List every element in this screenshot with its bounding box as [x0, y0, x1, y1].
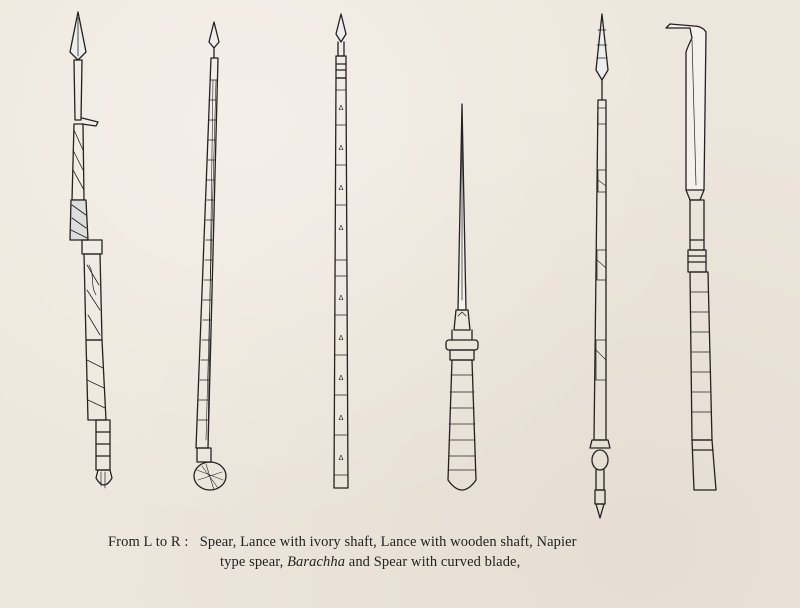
caption-barachha-term: Barachha [287, 554, 346, 570]
svg-text:ᐃ: ᐃ [338, 294, 344, 302]
caption-line-2 [108, 552, 708, 572]
svg-text:ᐃ: ᐃ [338, 104, 344, 112]
caption-line2-part1: type spear, [220, 554, 284, 570]
lance-wooden-drawing [334, 14, 348, 488]
caption-line1-text: Spear, Lance with ivory shaft, Lance with wooden shaft, Napier [199, 534, 577, 550]
curved-blade-spear-drawing [666, 24, 716, 490]
svg-text:ᐃ: ᐃ [338, 184, 344, 192]
caption-line-1 [108, 532, 708, 552]
svg-text:ᐃ: ᐃ [338, 374, 344, 382]
svg-text:ᐃ: ᐃ [338, 454, 344, 462]
lance-ivory-drawing [194, 22, 226, 490]
svg-text:ᐃ: ᐃ [338, 144, 344, 152]
svg-text:ᐃ: ᐃ [338, 334, 344, 342]
caption-prefix: From L to R : [108, 534, 189, 550]
napier-spear-drawing [446, 104, 478, 490]
caption-line2-part2: and Spear with curved blade, [348, 554, 521, 570]
svg-text:ᐃ: ᐃ [338, 224, 344, 232]
barachha-drawing [590, 14, 610, 518]
spear-drawing [70, 12, 112, 488]
svg-text:ᐃ: ᐃ [338, 414, 344, 422]
figure-caption [108, 532, 708, 572]
